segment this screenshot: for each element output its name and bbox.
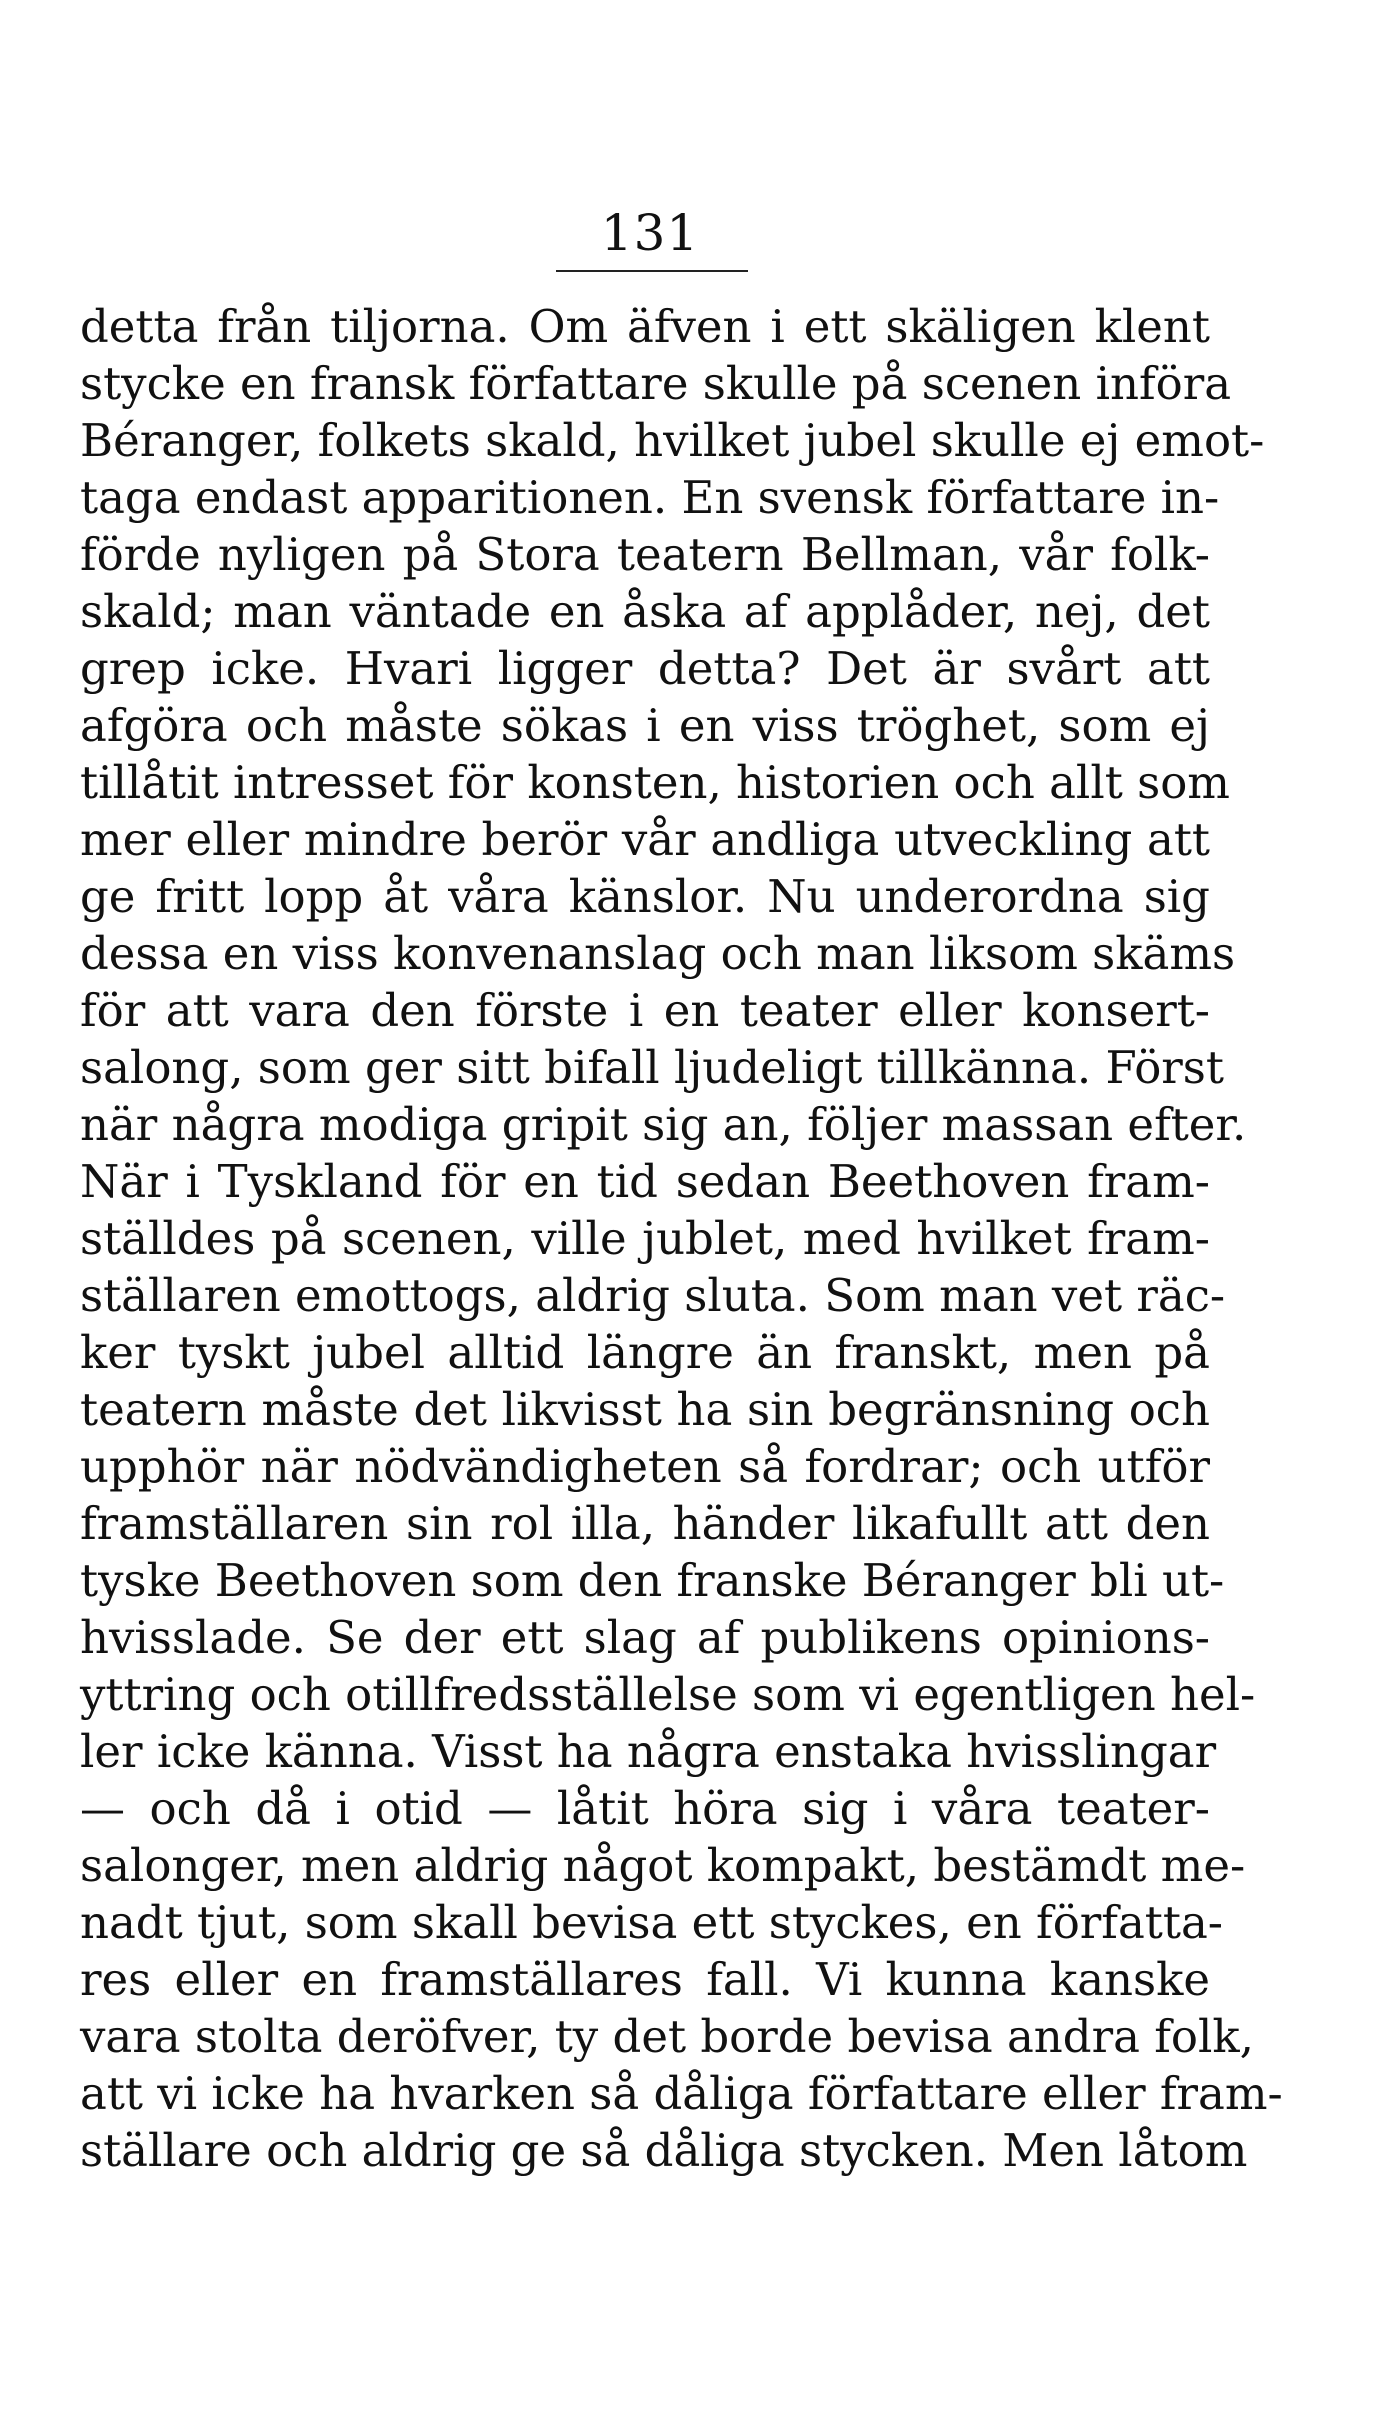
text-line: Béranger, folkets skald, hvilket jubel skulle ej emot- bbox=[80, 414, 1265, 467]
text-line: ler icke känna. Visst ha några enstaka hvisslingar bbox=[80, 1725, 1217, 1778]
text-line: mer eller mindre berör vår andliga utveckling att bbox=[80, 813, 1210, 866]
text-line: ker tyskt jubel alltid längre än franskt, men på bbox=[80, 1326, 1210, 1379]
text-line: salong, som ger sitt bifall ljudeligt tillkänna. Först bbox=[80, 1041, 1224, 1094]
text-line: detta från tiljorna. Om äfven i ett skäligen klent bbox=[80, 300, 1210, 353]
text-line: När i Tyskland för en tid sedan Beethoven fram- bbox=[80, 1155, 1210, 1208]
text-line: framställaren sin rol illa, händer likafullt att den bbox=[80, 1497, 1210, 1550]
text-line: hvisslade. Se der ett slag af publikens opinions- bbox=[80, 1611, 1210, 1664]
text-line: grep icke. Hvari ligger detta? Det är svårt att bbox=[80, 642, 1210, 695]
text-line: när några modiga gripit sig an, följer massan efter. bbox=[80, 1098, 1247, 1151]
header-rule bbox=[556, 270, 748, 272]
text-line: vara stolta deröfver, ty det borde bevisa andra folk, bbox=[80, 2010, 1254, 2063]
text-line: taga endast apparitionen. En svensk författare in- bbox=[80, 471, 1220, 524]
page-number: 131 bbox=[600, 204, 700, 262]
text-line: nadt tjut, som skall bevisa ett styckes, en författa- bbox=[80, 1896, 1223, 1949]
text-line: res eller en framställares fall. Vi kunna kanske bbox=[80, 1953, 1210, 2006]
text-line: dessa en viss konvenanslag och man liksom skäms bbox=[80, 927, 1236, 980]
text-line: stycke en fransk författare skulle på scenen införa bbox=[80, 357, 1232, 410]
text-line: förde nyligen på Stora teatern Bellman, vår folk- bbox=[80, 528, 1210, 581]
body-text bbox=[80, 298, 1283, 2179]
text-line: upphör när nödvändigheten så fordrar; och utför bbox=[80, 1440, 1210, 1493]
text-line: afgöra och måste sökas i en viss tröghet, som ej bbox=[80, 699, 1210, 752]
text-line: tillåtit intresset för konsten, historien och allt som bbox=[80, 756, 1230, 809]
text-line: skald; man väntade en åska af applåder, nej, det bbox=[80, 585, 1210, 638]
text-line: för att vara den förste i en teater eller konsert- bbox=[80, 984, 1210, 1037]
text-line: ställaren emottogs, aldrig sluta. Som man vet räc- bbox=[80, 1269, 1226, 1322]
text-line: — och då i otid — låtit höra sig i våra teater- bbox=[80, 1782, 1210, 1835]
text-line: ställare och aldrig ge så dåliga stycken. Men låtom bbox=[80, 2124, 1248, 2177]
text-line: tyske Beethoven som den franske Béranger bli ut- bbox=[80, 1554, 1225, 1607]
text-line: att vi icke ha hvarken så dåliga författare eller fram- bbox=[80, 2067, 1283, 2120]
text-line: teatern måste det likvisst ha sin begränsning och bbox=[80, 1383, 1210, 1436]
text-line: salonger, men aldrig något kompakt, bestämdt me- bbox=[80, 1839, 1246, 1892]
text-line: yttring och otillfredsställelse som vi egentligen hel- bbox=[80, 1668, 1256, 1721]
text-line: ställdes på scenen, ville jublet, med hvilket fram- bbox=[80, 1212, 1210, 1265]
text-line: ge fritt lopp åt våra känslor. Nu underordna sig bbox=[80, 870, 1210, 923]
